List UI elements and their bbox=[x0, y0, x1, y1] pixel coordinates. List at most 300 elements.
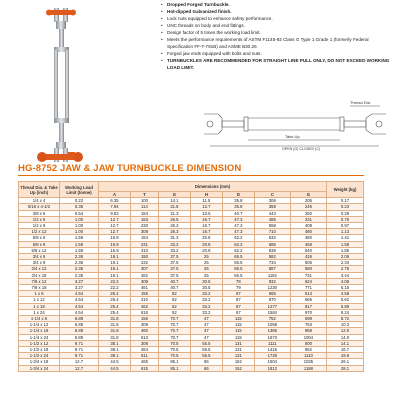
table-cell: 25 bbox=[190, 266, 222, 272]
table-cell: 13.5 bbox=[190, 210, 222, 216]
feature-item: • Meets the performance requirements of ASTM F1145-92 Class G Type 1 Grade 1 (formerly Federal Specification FF-T-791B) and ASME B30.26 bbox=[160, 36, 392, 50]
dim-col-header: G bbox=[158, 192, 190, 198]
table-cell: 9.53 bbox=[99, 210, 131, 216]
table-cell: 505 bbox=[290, 260, 326, 266]
table-cell: 2.36 bbox=[60, 272, 99, 278]
table-cell: 1.58 bbox=[327, 241, 364, 247]
table-cell: 37.5 bbox=[158, 260, 190, 266]
table-cell: 1-1/2 x 18 bbox=[19, 347, 60, 353]
table-cell: 47.3 bbox=[222, 223, 254, 229]
table-cell: 25 bbox=[190, 272, 222, 278]
table-cell: 44.5 bbox=[99, 365, 131, 371]
table-cell: 1365 bbox=[254, 328, 290, 334]
table-cell: 38.1 bbox=[99, 353, 131, 359]
turnbuckle-dimension-diagram bbox=[200, 96, 390, 152]
dim-col-header: C bbox=[254, 192, 290, 198]
table-cell: 800 bbox=[290, 340, 326, 346]
table-cell: 16.7 bbox=[327, 347, 364, 353]
table-cell: 31.8 bbox=[99, 328, 131, 334]
table-cell: 26.5 bbox=[158, 216, 190, 222]
table-cell: 932 bbox=[254, 278, 290, 284]
feature-item: • Design factor of 5 times the working load limit. bbox=[160, 29, 392, 36]
dim-col-header: D bbox=[222, 192, 254, 198]
table-cell: 52 bbox=[158, 303, 190, 309]
table-cell: 30.5 bbox=[190, 285, 222, 291]
table-cell: 62.2 bbox=[222, 241, 254, 247]
section-rule bbox=[18, 175, 364, 176]
table-cell: 70.7 bbox=[158, 322, 190, 328]
table-cell: 52 bbox=[158, 309, 190, 315]
table-cell: 5/8 x 9 bbox=[19, 241, 60, 247]
table-cell: 40.7 bbox=[158, 278, 190, 284]
table-cell: 47 bbox=[190, 328, 222, 334]
table-cell: 5.62 bbox=[327, 297, 364, 303]
table-cell: 70.5 bbox=[158, 353, 190, 359]
table-cell: 1.00 bbox=[60, 223, 99, 229]
table-cell: 734 bbox=[254, 260, 290, 266]
table-cell: 5/16 x 4-1/2 bbox=[19, 204, 60, 210]
table-cell: 12.7 bbox=[60, 365, 99, 371]
table-cell: 1035 bbox=[290, 359, 326, 365]
table-cell: 310 bbox=[130, 247, 158, 253]
table-cell: 26.3 bbox=[158, 229, 190, 235]
table-cell: 14.1 bbox=[158, 198, 190, 204]
table-cell: 152 bbox=[222, 365, 254, 371]
table-cell: 9.71 bbox=[60, 347, 99, 353]
table-cell: 1-1/4 x 18 bbox=[19, 328, 60, 334]
table-cell: 87 bbox=[222, 309, 254, 315]
table-cell: 5/8 x 12 bbox=[19, 247, 60, 253]
table-cell: 480 bbox=[290, 229, 326, 235]
table-cell: 1726 bbox=[254, 353, 290, 359]
table-cell: 79 bbox=[222, 285, 254, 291]
table-cell: 55.5 bbox=[190, 340, 222, 346]
table-cell: 156 bbox=[130, 316, 158, 322]
table-cell: 665 bbox=[290, 297, 326, 303]
table-cell: 30.5 bbox=[190, 278, 222, 284]
table-cell: 3.44 bbox=[327, 272, 364, 278]
table-cell: 65.5 bbox=[222, 266, 254, 272]
table-cell: 9.71 bbox=[60, 340, 99, 346]
table-cell: 4.09 bbox=[327, 278, 364, 284]
table-cell: 70.5 bbox=[158, 347, 190, 353]
table-cell: 12.7 bbox=[99, 216, 131, 222]
table-cell: 55.5 bbox=[190, 353, 222, 359]
table-cell: 20.8 bbox=[190, 235, 222, 241]
table-cell: 611 bbox=[130, 353, 158, 359]
table-cell: 615 bbox=[130, 365, 158, 371]
table-cell: 6.35 bbox=[99, 198, 131, 204]
table-cell: 359 bbox=[254, 204, 290, 210]
table-cell: 1192 bbox=[254, 272, 290, 278]
table-cell: 22.2 bbox=[99, 285, 131, 291]
table-cell: 582 bbox=[254, 254, 290, 260]
table-cell: 1.85 bbox=[327, 247, 364, 253]
table-cell: 1/2 x 12 bbox=[19, 229, 60, 235]
feature-item: • Forged jaw ends equipped with bolts and nuts. bbox=[160, 50, 392, 57]
table-cell: 292 bbox=[290, 210, 326, 216]
table-cell: 1-1/4 x 12 bbox=[19, 322, 60, 328]
table-cell: 131 bbox=[222, 353, 254, 359]
thread-dia-label: Thread Dia. bbox=[350, 100, 371, 105]
table-cell: 1 x 24 bbox=[19, 309, 60, 315]
table-cell: 3/4 x 18 bbox=[19, 272, 60, 278]
table-cell: 33.2 bbox=[158, 241, 190, 247]
table-cell: 307 bbox=[130, 266, 158, 272]
table-cell: 10.3 bbox=[327, 322, 364, 328]
table-cell: 25.4 bbox=[99, 297, 131, 303]
table-cell: 19.1 bbox=[99, 260, 131, 266]
table-cell: 1.59 bbox=[60, 247, 99, 253]
table-cell: 65.5 bbox=[222, 272, 254, 278]
table-cell: 152 bbox=[222, 359, 254, 365]
table-cell: 1-1/4 x 24 bbox=[19, 334, 60, 340]
table-cell: 2.75 bbox=[327, 266, 364, 272]
table-cell: 15.9 bbox=[99, 235, 131, 241]
table-cell: 3/4 x 6 bbox=[19, 254, 60, 260]
table-cell: 408 bbox=[290, 223, 326, 229]
table-cell: 19.6 bbox=[327, 353, 364, 359]
table-cell: 1110 bbox=[290, 353, 326, 359]
table-cell: 1-1/4 x 6 bbox=[19, 316, 60, 322]
table-cell: 25.4 bbox=[99, 291, 131, 297]
table-cell: 3.27 bbox=[60, 278, 99, 284]
table-cell: 616 bbox=[130, 309, 158, 315]
feature-item: • Hot-dipped Galvanized finish. bbox=[160, 8, 392, 15]
table-cell: 426 bbox=[290, 254, 326, 260]
turnbuckle-product-photo bbox=[28, 6, 98, 166]
dim-col-header: G bbox=[290, 192, 326, 198]
table-cell: 26.1 bbox=[327, 359, 364, 365]
table-cell: 25 bbox=[190, 254, 222, 260]
table-cell: 31.8 bbox=[99, 316, 131, 322]
table-cell: 35.8 bbox=[222, 204, 254, 210]
table-cell: 16.7 bbox=[190, 223, 222, 229]
table-cell: 306 bbox=[254, 198, 290, 204]
table-cell: 380 bbox=[290, 235, 326, 241]
table-cell: 1 x 18 bbox=[19, 303, 60, 309]
table-cell: 1415 bbox=[254, 347, 290, 353]
table-cell: 11.5 bbox=[190, 198, 222, 204]
table-cell: 55.5 bbox=[190, 347, 222, 353]
table-cell: 2.36 bbox=[60, 254, 99, 260]
table-cell: 115 bbox=[222, 334, 254, 340]
dim-col-header: H bbox=[190, 192, 222, 198]
table-cell: 1/2 x 6 bbox=[19, 216, 60, 222]
table-cell: 25.4 bbox=[99, 309, 131, 315]
col-weight-header: Weight (kg) bbox=[327, 182, 364, 198]
table-cell: 40.7 bbox=[222, 210, 254, 216]
table-cell: 33.2 bbox=[158, 247, 190, 253]
table-cell: 12.0 bbox=[327, 328, 364, 334]
table-cell: 31.8 bbox=[99, 322, 131, 328]
table-cell: 154 bbox=[130, 210, 158, 216]
table-cell: 0.75 bbox=[327, 216, 364, 222]
table-cell: 1.00 bbox=[60, 216, 99, 222]
table-cell: 0.23 bbox=[327, 204, 364, 210]
table-cell: 970 bbox=[254, 297, 290, 303]
table-cell: 12.7 bbox=[99, 223, 131, 229]
table-cell: 38.1 bbox=[99, 340, 131, 346]
table-cell: 0.54 bbox=[60, 210, 99, 216]
table-cell: 710 bbox=[254, 229, 290, 235]
table-cell: 114 bbox=[130, 204, 158, 210]
table-cell: 1/4 x 4 bbox=[19, 198, 60, 204]
table-cell: 7/8 x 18 bbox=[19, 285, 60, 291]
col-wll-header: Working Load Limit (tonne) bbox=[60, 182, 99, 198]
table-cell: 85.1 bbox=[158, 359, 190, 365]
table-cell: 155 bbox=[130, 291, 158, 297]
table-cell: 1111 bbox=[254, 340, 290, 346]
table-cell: 1230 bbox=[254, 285, 290, 291]
table-cell: 485 bbox=[254, 216, 290, 222]
table-cell: 33.2 bbox=[190, 297, 222, 303]
table-cell: 79 bbox=[222, 278, 254, 284]
table-cell: 115 bbox=[222, 328, 254, 334]
table-cell: 87 bbox=[222, 303, 254, 309]
table-cell: 1004 bbox=[290, 334, 326, 340]
table-cell: 838 bbox=[254, 247, 290, 253]
table-cell: 0.17 bbox=[327, 198, 364, 204]
table-cell: 887 bbox=[254, 266, 290, 272]
table-cell: 87 bbox=[222, 297, 254, 303]
table-cell: 12.7 bbox=[190, 204, 222, 210]
table-cell: 3/4 x 12 bbox=[19, 266, 60, 272]
table-cell: 532 bbox=[254, 235, 290, 241]
table-cell: 15.9 bbox=[99, 247, 131, 253]
table-cell: 458 bbox=[290, 241, 326, 247]
table-cell: 47.3 bbox=[222, 229, 254, 235]
table-cell: 8.24 bbox=[327, 309, 364, 315]
table-cell: 1673 bbox=[254, 334, 290, 340]
table-cell: 47 bbox=[190, 322, 222, 328]
table-cell: 465 bbox=[130, 359, 158, 365]
table-cell: 753 bbox=[290, 322, 326, 328]
table-cell: 1.41 bbox=[327, 235, 364, 241]
table-cell: 12.7 bbox=[99, 229, 131, 235]
table-cell: 1584 bbox=[254, 309, 290, 315]
table-cell: 26.3 bbox=[158, 223, 190, 229]
table-cell: 4.58 bbox=[327, 291, 364, 297]
table-cell: 70.7 bbox=[158, 334, 190, 340]
table-cell: 2.34 bbox=[327, 260, 364, 266]
table-cell: 20.8 bbox=[190, 247, 222, 253]
table-cell: 460 bbox=[130, 328, 158, 334]
table-cell: 580 bbox=[290, 266, 326, 272]
table-cell: 1-1/2 x 12 bbox=[19, 340, 60, 346]
table-cell: 38.1 bbox=[99, 347, 131, 353]
col-thread-header: Thread Dia. & Take Up (inch) bbox=[19, 182, 60, 198]
table-cell: 70.7 bbox=[158, 316, 190, 322]
table-cell: 1.59 bbox=[60, 235, 99, 241]
table-cell: 1 x 12 bbox=[19, 297, 60, 303]
table-cell: 7.94 bbox=[99, 204, 131, 210]
table-cell: 16.7 bbox=[190, 216, 222, 222]
table-cell: 6.89 bbox=[327, 303, 364, 309]
table-cell: 4.54 bbox=[60, 309, 99, 315]
table-cell: 19.1 bbox=[99, 272, 131, 278]
table-cell: 443 bbox=[254, 210, 290, 216]
table-cell: 21.3 bbox=[158, 210, 190, 216]
table-cell: 70.7 bbox=[158, 328, 190, 334]
table-cell: 230 bbox=[130, 223, 158, 229]
table-cell: 1504 bbox=[254, 359, 290, 365]
table-cell: 310 bbox=[130, 297, 158, 303]
dimension-table bbox=[18, 181, 364, 372]
table-cell: 5.15 bbox=[327, 285, 364, 291]
table-cell: 461 bbox=[130, 285, 158, 291]
table-cell: 115 bbox=[222, 316, 254, 322]
table-cell: 513 bbox=[290, 291, 326, 297]
table-cell: 33.2 bbox=[190, 291, 222, 297]
table-cell: 66 bbox=[190, 359, 222, 365]
table-cell: 0.97 bbox=[327, 223, 364, 229]
table-cell: 613 bbox=[130, 334, 158, 340]
table-cell: 2.36 bbox=[60, 260, 99, 266]
feature-item: • UNC threads on body and end fittings. bbox=[160, 22, 392, 29]
table-cell: 25.4 bbox=[99, 303, 131, 309]
table-cell: 245 bbox=[290, 204, 326, 210]
table-cell: 37.5 bbox=[158, 266, 190, 272]
table-cell: 8.72 bbox=[327, 316, 364, 322]
table-cell: 1.13 bbox=[327, 229, 364, 235]
table-cell: 665 bbox=[254, 291, 290, 297]
table-cell: 115 bbox=[222, 322, 254, 328]
table-cell: 19.1 bbox=[99, 254, 131, 260]
table-cell: 15.9 bbox=[99, 241, 131, 247]
table-cell: 22.2 bbox=[99, 278, 131, 284]
table-cell: 752 bbox=[254, 316, 290, 322]
table-cell: 131 bbox=[222, 347, 254, 353]
table-cell: 0.29 bbox=[327, 210, 364, 216]
table-cell: 14.0 bbox=[327, 334, 364, 340]
table-cell: 33.2 bbox=[190, 309, 222, 315]
table-cell: 1277 bbox=[254, 303, 290, 309]
table-cell: 25 bbox=[190, 260, 222, 266]
table-cell: 4.54 bbox=[60, 291, 99, 297]
feature-item: • Dropped Forged Turnbuckle. bbox=[160, 1, 392, 8]
feature-item: • Lock nuts equipped to enhance safety performance. bbox=[160, 15, 392, 22]
table-cell: 308 bbox=[130, 340, 158, 346]
table-cell: 52 bbox=[158, 297, 190, 303]
table-cell: 308 bbox=[130, 229, 158, 235]
table-cell: 153 bbox=[130, 216, 158, 222]
table-cell: 1058 bbox=[254, 322, 290, 328]
table-cell: 1-1/2 x 24 bbox=[19, 353, 60, 359]
table-cell: 52 bbox=[158, 291, 190, 297]
table-cell: 1.00 bbox=[60, 229, 99, 235]
table-cell: 28.1 bbox=[327, 365, 364, 371]
table-cell: 464 bbox=[130, 347, 158, 353]
table-cell: 65.5 bbox=[222, 260, 254, 266]
table-cell: 1-3/4 x 18 bbox=[19, 359, 60, 365]
table-cell: 154 bbox=[130, 235, 158, 241]
table-cell: 686 bbox=[254, 241, 290, 247]
section-title: HG-8752 JAW & JAW TURNBUCKLE DIMENSION bbox=[18, 163, 242, 174]
table-cell: 2.36 bbox=[60, 266, 99, 272]
table-cell: 62.2 bbox=[222, 247, 254, 253]
table-cell: 85.1 bbox=[158, 365, 190, 371]
table-cell: 2.09 bbox=[327, 254, 364, 260]
table-cell: 3.27 bbox=[60, 285, 99, 291]
table-cell: 37.5 bbox=[158, 272, 190, 278]
dim-col-header: A bbox=[99, 192, 131, 198]
table-cell: 150 bbox=[130, 254, 158, 260]
table-cell: 462 bbox=[130, 272, 158, 278]
table-cell: 100 bbox=[130, 198, 158, 204]
table-cell: 331 bbox=[290, 216, 326, 222]
table-cell: 958 bbox=[290, 328, 326, 334]
table-cell: 33.2 bbox=[190, 303, 222, 309]
table-cell: 231 bbox=[130, 241, 158, 247]
col-dimensions-header: Dimensions (mm) bbox=[99, 182, 327, 192]
table-cell: 970 bbox=[290, 309, 326, 315]
table-cell: 47.3 bbox=[222, 216, 254, 222]
table-cell: 559 bbox=[254, 223, 290, 229]
table-cell: 4.54 bbox=[60, 303, 99, 309]
table-cell: 70.5 bbox=[158, 340, 190, 346]
table-cell: 952 bbox=[290, 347, 326, 353]
table-cell: 65.5 bbox=[222, 254, 254, 260]
table-cell: 3/8 x 6 bbox=[19, 210, 60, 216]
table-cell: 309 bbox=[130, 278, 158, 284]
table-cell: 14.1 bbox=[327, 340, 364, 346]
table-cell: 1/2 x 9 bbox=[19, 223, 60, 229]
table-cell: 87 bbox=[222, 291, 254, 297]
table-cell: 599 bbox=[290, 316, 326, 322]
table-cell: 16.7 bbox=[190, 229, 222, 235]
table-cell: 205 bbox=[290, 198, 326, 204]
table-cell: 31.3 bbox=[158, 235, 190, 241]
table-cell: 44.5 bbox=[99, 359, 131, 365]
table-cell: 19.1 bbox=[99, 266, 131, 272]
table-cell: 66 bbox=[190, 365, 222, 371]
table-cell: 0.36 bbox=[60, 204, 99, 210]
table-cell: 131 bbox=[222, 340, 254, 346]
table-cell: 3/4 x 9 bbox=[19, 260, 60, 266]
table-cell: 21.8 bbox=[158, 204, 190, 210]
feature-item: • TURNBUCKLES ARE RECOMMENDED FOR STRAIGHT LINE PULL ONLY, DO NOT EXCEED WORKING LOAD LIMIT. bbox=[160, 57, 392, 71]
table-cell: 40.7 bbox=[158, 285, 190, 291]
table-cell: 771 bbox=[290, 285, 326, 291]
table-cell: 540 bbox=[290, 247, 326, 253]
table-cell: 731 bbox=[290, 272, 326, 278]
table-cell: 6.89 bbox=[60, 334, 99, 340]
table-cell: 1812 bbox=[254, 365, 290, 371]
table-cell: 37.5 bbox=[158, 254, 190, 260]
open-closed-label: OPEN (G) CLOSED (C) bbox=[282, 147, 321, 151]
table-cell: 232 bbox=[130, 260, 158, 266]
table-cell: 47 bbox=[190, 316, 222, 322]
table-cell: 1.59 bbox=[60, 241, 99, 247]
table-cell: 1-3/4 x 24 bbox=[19, 365, 60, 371]
table-cell: 6.89 bbox=[60, 316, 99, 322]
table-cell: 7/8 x 12 bbox=[19, 278, 60, 284]
feature-list bbox=[160, 1, 392, 71]
table-cell: 12.7 bbox=[60, 359, 99, 365]
table-cell: 20.8 bbox=[190, 241, 222, 247]
table-cell: 1 x 6 bbox=[19, 291, 60, 297]
table-cell: 62.2 bbox=[222, 235, 254, 241]
table-cell: 0.22 bbox=[60, 198, 99, 204]
dim-col-header: T bbox=[130, 192, 158, 198]
table-cell: 4.54 bbox=[60, 297, 99, 303]
table-cell: 9.71 bbox=[60, 353, 99, 359]
table-cell: 1188 bbox=[290, 365, 326, 371]
table-row bbox=[19, 365, 364, 371]
take-up-label: Take Up bbox=[285, 134, 300, 139]
table-cell: 817 bbox=[290, 303, 326, 309]
